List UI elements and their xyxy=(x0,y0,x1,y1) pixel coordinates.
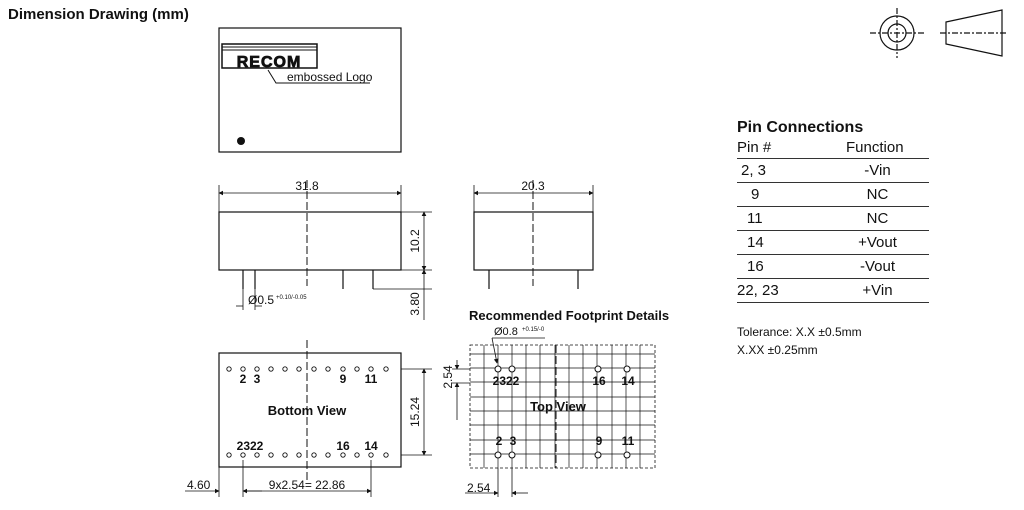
hole-diameter-dimension: Ø0.8 xyxy=(494,326,518,338)
bottom-pin-label-9: 9 xyxy=(339,372,347,386)
pin-connections-title: Pin Connections xyxy=(737,119,864,136)
function-cell: NC xyxy=(826,207,929,231)
pin-cell: 9 xyxy=(737,183,826,207)
table-row xyxy=(737,255,929,279)
pin-connections-table xyxy=(737,139,929,303)
bottom-pin-label-3: 3 xyxy=(253,372,261,386)
pin-diameter-dimension: Ø0.5 xyxy=(248,293,275,307)
tolerance-line-2: X.XX ±0.25mm xyxy=(737,343,818,357)
pitch-total-dimension: 9x2.54= 22.86 xyxy=(268,478,346,492)
footprint-label-9: 9 xyxy=(595,434,603,448)
bottom-pin-label-2322: 2322 xyxy=(236,439,264,453)
footprint-label-3: 3 xyxy=(509,434,517,448)
projection-symbol-icon xyxy=(870,8,1008,58)
logo-callout: embossed Logo xyxy=(287,70,373,84)
function-cell: -Vin xyxy=(826,159,929,183)
footprint-heading: Recommended Footprint Details xyxy=(469,308,670,323)
table-row xyxy=(737,207,929,231)
pin-cell: 11 xyxy=(737,207,826,231)
footprint-label-2: 2 xyxy=(495,434,503,448)
function-cell: +Vout xyxy=(826,231,929,255)
table-row xyxy=(737,231,929,255)
bottom-view xyxy=(185,340,432,497)
footprint-label-2322: 2322 xyxy=(492,374,520,388)
side-view-width xyxy=(474,180,593,289)
table-row xyxy=(737,159,929,183)
bottom-pin-label-2: 2 xyxy=(239,372,247,386)
function-cell: -Vout xyxy=(826,255,929,279)
function-cell: NC xyxy=(826,183,929,207)
hole-diameter-tolerance: +0.15/-0 xyxy=(522,327,545,333)
footprint-label-14: 14 xyxy=(621,374,635,388)
logo-text: RECOM xyxy=(236,54,302,71)
footprint-label-11: 11 xyxy=(621,434,635,448)
footprint-label-16: 16 xyxy=(592,374,606,388)
pin-cell: 14 xyxy=(737,231,826,255)
function-header: Function xyxy=(826,139,929,159)
pin-length-dimension: 3.80 xyxy=(408,292,422,316)
pin-cell: 16 xyxy=(737,255,826,279)
top-view-body xyxy=(219,28,401,152)
footprint-pitch-dimension: 2.54 xyxy=(467,481,491,495)
pin-cell: 22, 23 xyxy=(737,279,826,303)
bottom-pin-label-14: 14 xyxy=(364,439,378,453)
pin-header: Pin # xyxy=(737,139,826,159)
function-cell: +Vin xyxy=(826,279,929,303)
pin-cell: 2, 3 xyxy=(737,159,826,183)
tolerance-line-1: Tolerance: X.X ±0.5mm xyxy=(737,325,862,339)
row-spacing-dimension: 15.24 xyxy=(408,396,422,428)
pin-connections-panel xyxy=(737,119,929,303)
width-dimension: 20.3 xyxy=(521,179,545,193)
page-title: Dimension Drawing (mm) xyxy=(8,6,189,23)
table-row xyxy=(737,183,929,207)
length-dimension: 31.8 xyxy=(295,179,319,193)
footprint-view-label: Top View xyxy=(530,399,586,414)
bottom-pin-label-16: 16 xyxy=(336,439,350,453)
bottom-view-label: Bottom View xyxy=(267,403,347,418)
height-dimension: 10.2 xyxy=(408,229,422,253)
bottom-pin-label-11: 11 xyxy=(364,372,378,386)
edge-offset-dimension: 4.60 xyxy=(187,478,211,492)
footprint-grid-dimension: 2.54 xyxy=(441,365,455,389)
pin-diameter-tolerance: +0.10/-0.05 xyxy=(276,295,307,301)
footprint-grid xyxy=(452,338,655,497)
table-row xyxy=(737,279,929,303)
tolerance-note xyxy=(737,323,862,359)
